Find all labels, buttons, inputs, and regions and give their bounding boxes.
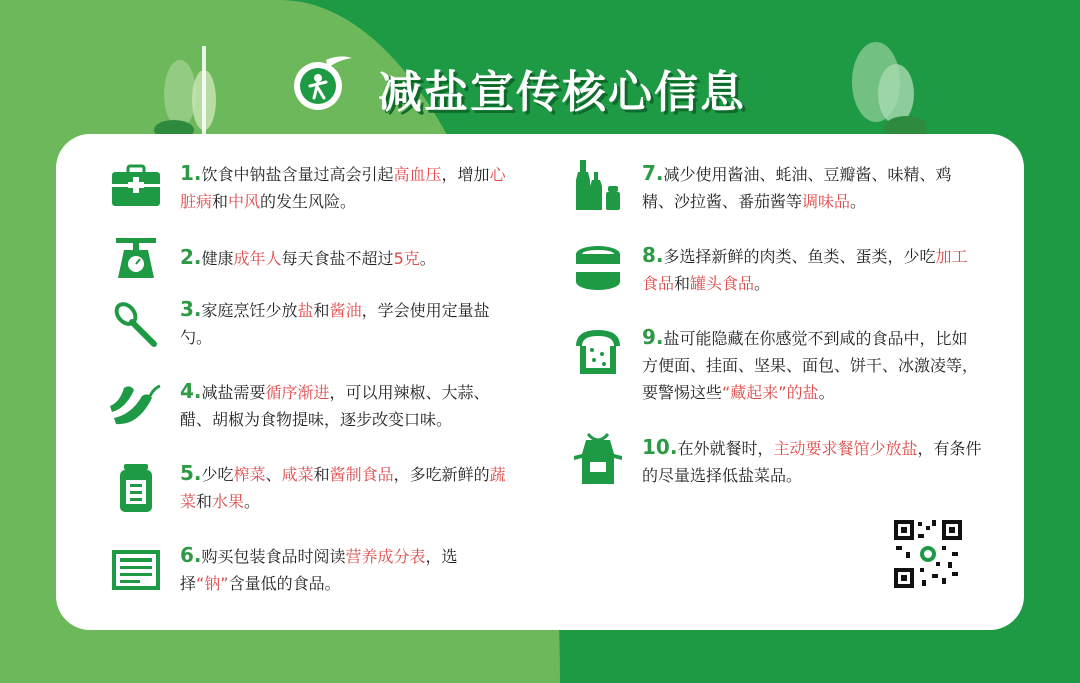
header [0, 40, 1080, 120]
list-item: 4.减盐需要循序渐进，可以用辣椒、大蒜、醋、胡椒为食物提味，逐步改变口味。 [180, 379, 490, 429]
list-item: 8.多选择新鲜的肉类、鱼类、蛋类，少吃加工食品和罐头食品。 [642, 243, 968, 293]
list-item: 7.减少使用酱油、蚝油、豆瓣酱、味精、鸡精、沙拉酱、番茄酱等调味品。 [642, 161, 952, 211]
list-item: 3.家庭烹饪少放盐和酱油，学会使用定量盐勺。 [180, 297, 490, 347]
salt-spoon-icon [108, 296, 164, 352]
canned-food-icon [570, 238, 626, 294]
salt-reduction-logo-icon [288, 50, 352, 114]
condiment-bottles-icon [570, 158, 626, 214]
list-item: 2.健康成年人每天食盐不超过5克。 [180, 245, 436, 269]
list-item: 10.在外就餐时，主动要求餐馆少放盐，有条件的尽量选择低盐菜品。 [642, 435, 982, 485]
qr-code-icon [892, 518, 964, 590]
list-item: 9.盐可能隐藏在你感觉不到咸的食品中，比如方便面、挂面、坚果、面包、饼干、冰激凌等，要警惕这些“藏起来”的盐。 [642, 325, 979, 402]
scale-icon [108, 230, 164, 286]
list-item: 6.购买包装食品时阅读营养成分表，选择“钠”含量低的食品。 [180, 543, 458, 593]
nutrition-label-icon [108, 542, 164, 598]
apron-icon [570, 432, 626, 488]
bread-icon [570, 324, 626, 380]
content-card [56, 134, 1024, 630]
list-item: 1.饮食中钠盐含量过高会引起高血压，增加心脏病和中风的发生风险。 [180, 161, 506, 211]
page-title: 减盐宣传核心信息 [378, 67, 746, 118]
first-aid-kit-icon [108, 158, 164, 214]
pickle-jar-icon [108, 460, 164, 516]
list-item: 5.少吃榨菜、咸菜和酱制食品，多吃新鲜的蔬菜和水果。 [180, 461, 506, 511]
chili-pepper-icon [108, 378, 164, 434]
